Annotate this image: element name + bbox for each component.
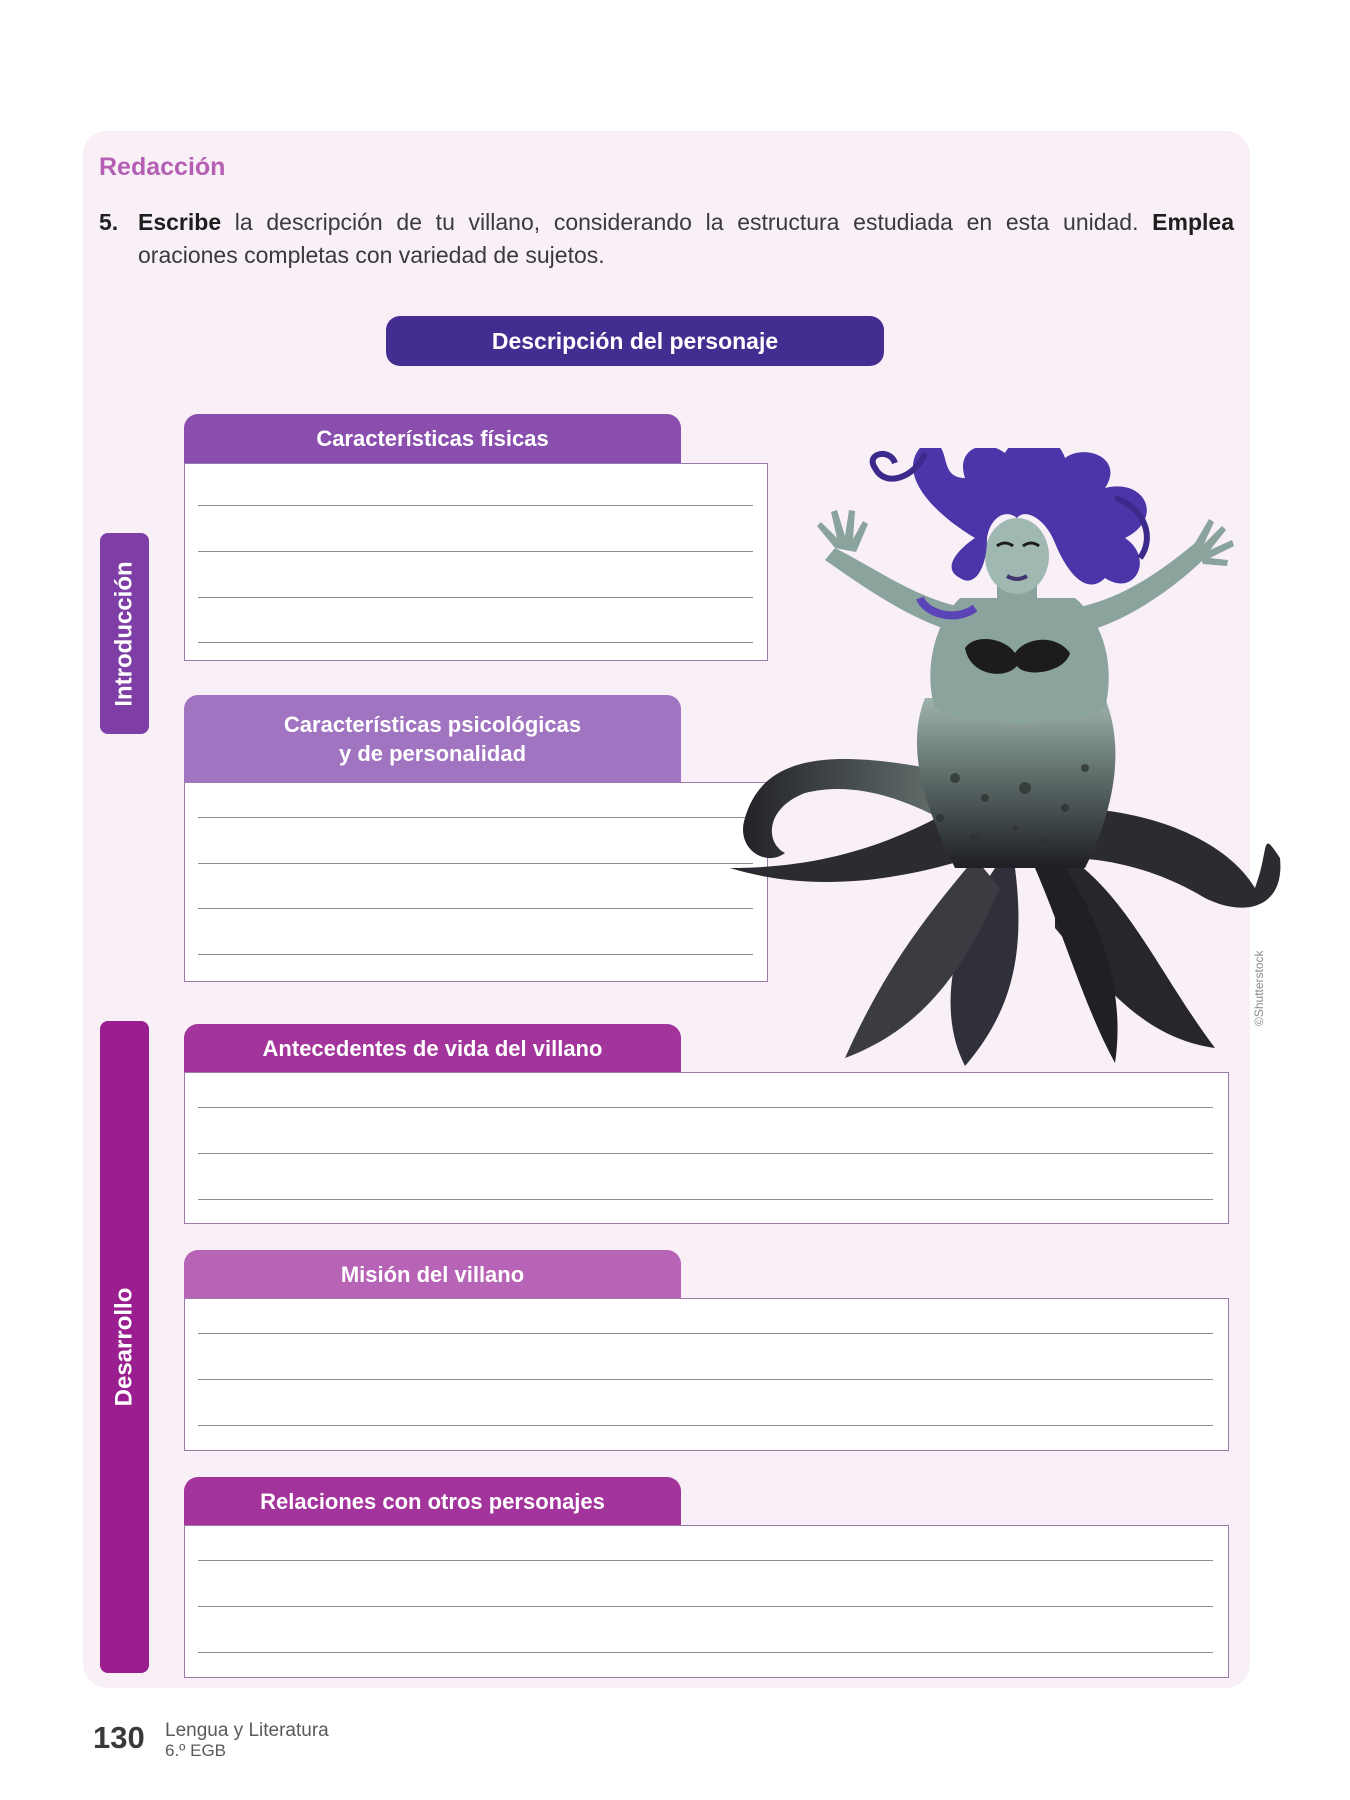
verb-escribe: Escribe — [138, 209, 222, 235]
description-header: Descripción del personaje — [386, 316, 884, 366]
tab-villain-background — [184, 1024, 681, 1072]
footer-subject: Lengua y Literatura — [165, 1720, 329, 1741]
development-label: Desarrollo — [110, 1287, 138, 1407]
villain-background-box[interactable] — [184, 1072, 1229, 1224]
tab-physical-characteristics — [184, 414, 681, 463]
writing-line — [198, 1107, 1213, 1108]
exercise-instructions — [138, 206, 1234, 272]
image-credit: ©Shutterstock — [1252, 950, 1266, 1026]
writing-line — [198, 1652, 1213, 1653]
writing-line — [198, 863, 753, 864]
instruction-text-1: la descripción de tu villano, considerando la estructura estudiada en esta unidad. — [221, 209, 1153, 235]
writing-line — [198, 908, 753, 909]
psychological-title-line1: Características psicológicas — [283, 711, 582, 737]
side-label-development — [100, 1021, 149, 1673]
relations-title: Relaciones con otros personajes — [260, 1488, 605, 1514]
psychological-title-line2: y de personalidad — [338, 740, 527, 766]
writing-line — [198, 1379, 1213, 1380]
exercise-prompt — [99, 206, 1234, 272]
villain-mission-title: Misión del villano — [340, 1261, 525, 1287]
instruction-text-2: oraciones completas con variedad de sujetos. — [138, 242, 605, 268]
writing-line — [198, 1153, 1213, 1154]
writing-line — [198, 505, 753, 506]
psychological-characteristics-box[interactable] — [184, 782, 768, 982]
writing-line — [198, 817, 753, 818]
villain-background-title: Antecedentes de vida del villano — [262, 1035, 603, 1061]
side-label-introduction — [100, 533, 149, 734]
writing-line — [198, 1425, 1213, 1426]
writing-line — [198, 551, 753, 552]
tab-villain-mission — [184, 1250, 681, 1298]
villain-mission-box[interactable] — [184, 1298, 1229, 1451]
writing-line — [198, 642, 753, 643]
writing-line — [198, 1606, 1213, 1607]
tab-relations — [184, 1477, 681, 1525]
section-title: Redacción — [99, 153, 226, 181]
writing-line — [198, 597, 753, 598]
physical-characteristics-title: Características físicas — [316, 426, 549, 451]
introduction-label: Introducción — [110, 560, 138, 707]
writing-line — [198, 1333, 1213, 1334]
exercise-number: 5. — [99, 209, 119, 235]
relations-box[interactable] — [184, 1525, 1229, 1678]
footer-grade: 6.º EGB — [165, 1741, 227, 1760]
sea-witch-villain-illustration — [725, 448, 1305, 1068]
writing-line — [198, 1199, 1213, 1200]
page-number: 130 — [93, 1720, 145, 1755]
writing-line — [198, 1560, 1213, 1561]
physical-characteristics-box[interactable] — [184, 463, 768, 661]
tab-psychological-characteristics — [184, 695, 681, 782]
verb-emplea: Emplea — [1152, 209, 1234, 235]
writing-line — [198, 954, 753, 955]
